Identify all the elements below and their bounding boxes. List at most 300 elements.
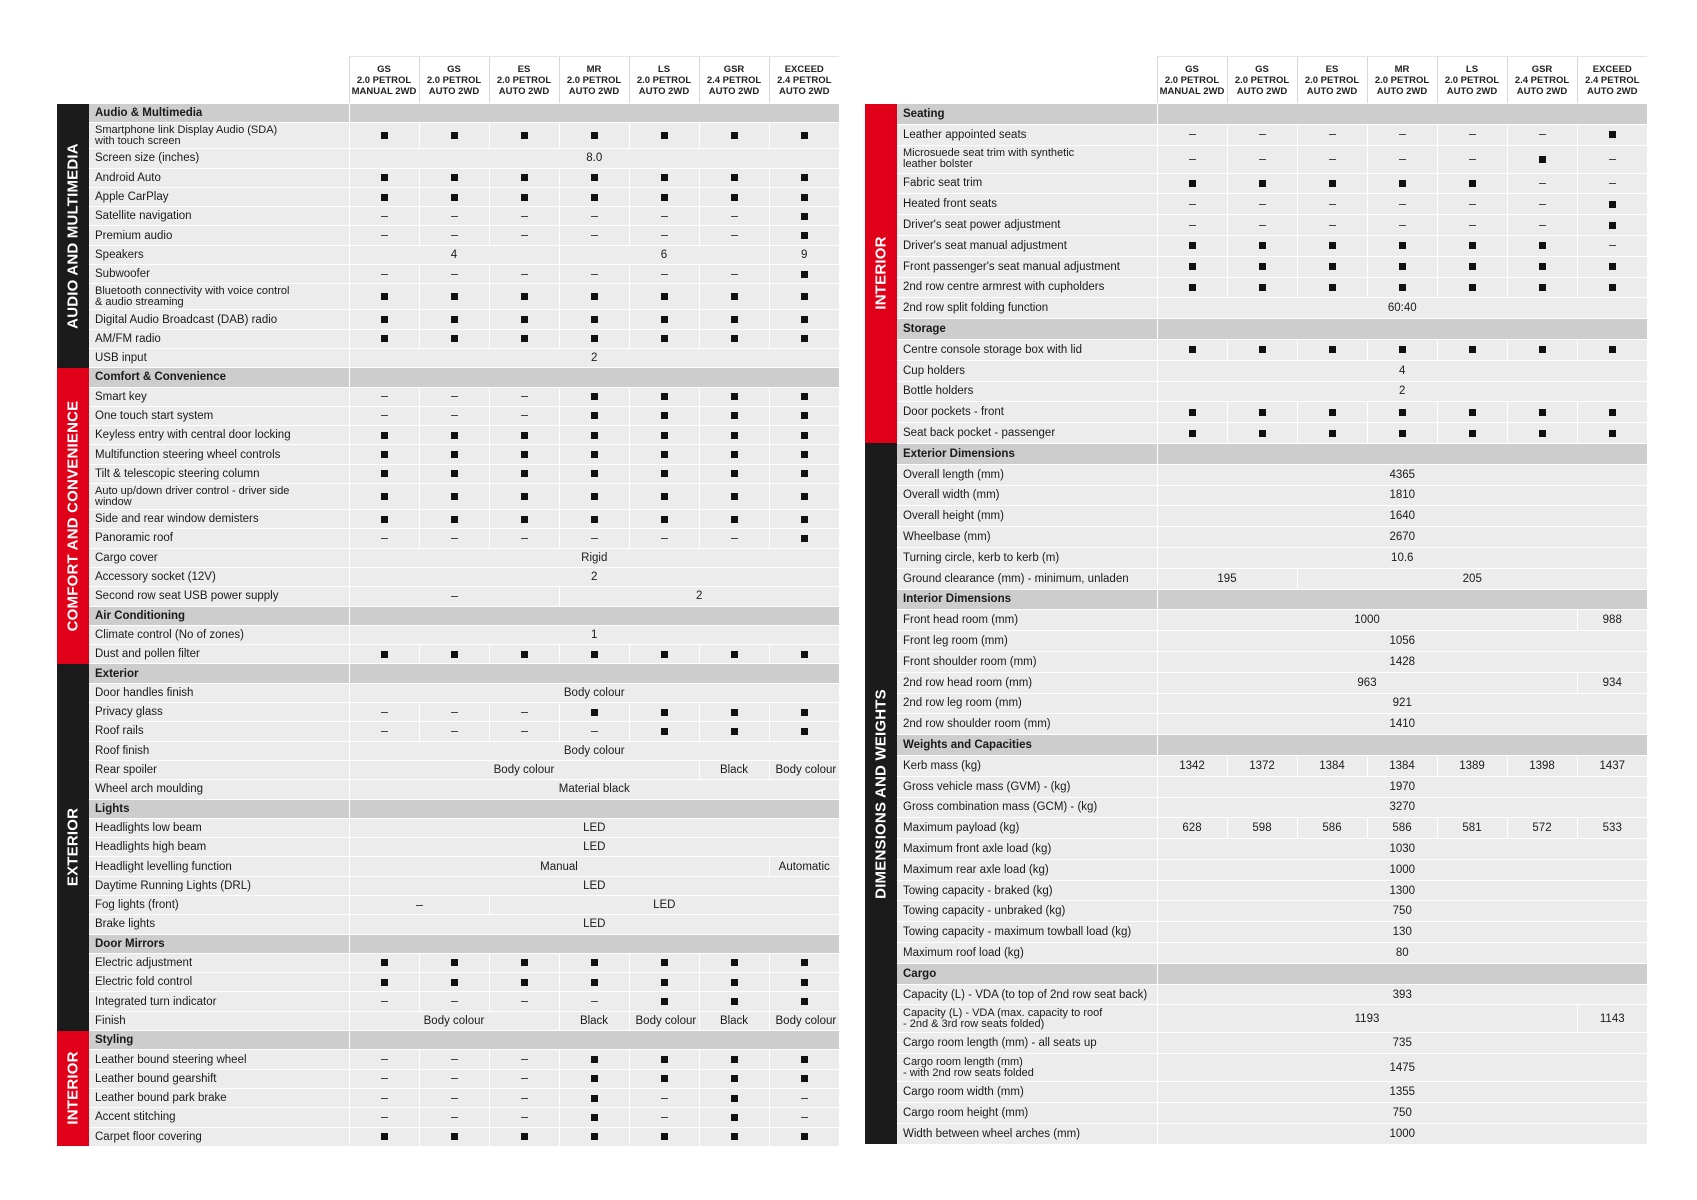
standard-square-icon bbox=[521, 293, 528, 300]
spec-value bbox=[419, 1069, 489, 1088]
not-available-dash-icon bbox=[661, 235, 668, 236]
section-fill bbox=[1157, 319, 1647, 340]
spec-value-text: 1143 bbox=[1599, 1012, 1625, 1025]
standard-square-icon bbox=[451, 516, 458, 523]
spec-value bbox=[489, 265, 559, 284]
not-available-dash-icon bbox=[1189, 225, 1196, 226]
spec-value bbox=[1507, 755, 1577, 776]
grade-header-row bbox=[57, 57, 839, 104]
spec-value-text: Body colour bbox=[563, 686, 625, 699]
spec-label: Privacy glass bbox=[89, 703, 349, 722]
spec-value bbox=[629, 510, 699, 529]
spec-row bbox=[865, 943, 1647, 964]
spec-value bbox=[1577, 755, 1647, 776]
spec-label: 2nd row split folding function bbox=[897, 298, 1157, 319]
grade-header-line: GSR bbox=[1531, 63, 1553, 75]
standard-square-icon bbox=[451, 293, 458, 300]
spec-row bbox=[57, 284, 839, 310]
spec-label: Wheel arch moulding bbox=[89, 780, 349, 799]
grade-header-line: EXCEED bbox=[784, 63, 824, 75]
not-available-dash-icon bbox=[381, 1098, 388, 1099]
spec-value bbox=[349, 973, 419, 992]
spec-value bbox=[1297, 402, 1367, 423]
spec-value bbox=[1507, 145, 1577, 173]
spec-label: Finish bbox=[89, 1011, 349, 1030]
spec-value bbox=[1437, 124, 1507, 145]
spec-row bbox=[57, 838, 839, 857]
section-header-air-conditioning bbox=[57, 606, 839, 625]
section-header-audio-multimedia bbox=[57, 104, 839, 123]
not-available-dash-icon bbox=[451, 1059, 458, 1060]
not-available-dash-icon bbox=[381, 396, 388, 397]
standard-square-icon bbox=[451, 979, 458, 986]
section-fill bbox=[1157, 735, 1647, 756]
not-available-dash-icon bbox=[591, 538, 598, 539]
spec-row bbox=[57, 1108, 839, 1127]
spec-value bbox=[349, 1050, 419, 1069]
grade-header-line: 2.0 PETROL bbox=[1234, 74, 1290, 86]
standard-square-icon bbox=[1259, 430, 1266, 437]
spec-label: Screen size (inches) bbox=[89, 149, 349, 168]
spec-row bbox=[865, 839, 1647, 860]
grade-header-line: AUTO 2WD bbox=[1306, 85, 1358, 97]
spec-value bbox=[1227, 194, 1297, 215]
spec-value-text: LED bbox=[653, 899, 676, 912]
spec-label: Leather bound gearshift bbox=[89, 1069, 349, 1088]
standard-square-icon bbox=[381, 979, 388, 986]
spec-value bbox=[629, 329, 699, 348]
standard-square-icon bbox=[801, 432, 808, 439]
spec-row bbox=[865, 651, 1647, 672]
spec-row bbox=[57, 587, 839, 606]
spec-value-text: Body colour bbox=[775, 1014, 837, 1027]
standard-square-icon bbox=[731, 516, 738, 523]
spec-label: Maximum rear axle load (kg) bbox=[897, 859, 1157, 880]
spec-row bbox=[865, 485, 1647, 506]
not-available-dash-icon bbox=[1189, 134, 1196, 135]
grade-header-line: 2.0 PETROL bbox=[1164, 74, 1220, 86]
spec-value bbox=[489, 1088, 559, 1107]
spec-label: Front shoulder room (mm) bbox=[897, 651, 1157, 672]
spec-label: Cargo room height (mm) bbox=[897, 1103, 1157, 1124]
not-available-dash-icon bbox=[521, 1098, 528, 1099]
spec-label: Front leg room (mm) bbox=[897, 631, 1157, 652]
spec-value bbox=[1367, 277, 1437, 298]
spec-value bbox=[629, 265, 699, 284]
standard-square-icon bbox=[1609, 346, 1616, 353]
not-available-dash-icon bbox=[451, 1117, 458, 1118]
not-available-dash-icon bbox=[451, 1001, 458, 1002]
spec-row bbox=[57, 760, 839, 779]
spec-value bbox=[489, 703, 559, 722]
spec-row bbox=[865, 277, 1647, 298]
spec-value bbox=[769, 760, 839, 779]
standard-square-icon bbox=[451, 132, 458, 139]
standard-square-icon bbox=[381, 493, 388, 500]
not-available-dash-icon bbox=[451, 1098, 458, 1099]
spec-label: Accessory socket (12V) bbox=[89, 567, 349, 586]
spec-value bbox=[769, 329, 839, 348]
spec-value bbox=[559, 992, 629, 1011]
spec-value bbox=[489, 123, 559, 149]
spec-row bbox=[57, 226, 839, 245]
standard-square-icon bbox=[1399, 430, 1406, 437]
spec-value bbox=[419, 123, 489, 149]
standard-square-icon bbox=[591, 470, 598, 477]
spec-row bbox=[865, 922, 1647, 943]
spec-label: Smartphone link Display Audio (SDA) with touch screen bbox=[89, 123, 349, 149]
spec-label: Electric fold control bbox=[89, 973, 349, 992]
spec-value bbox=[349, 1108, 419, 1127]
grade-header-line: GS bbox=[447, 63, 461, 75]
standard-square-icon bbox=[1539, 409, 1546, 416]
standard-square-icon bbox=[1399, 284, 1406, 291]
spec-label: Seat back pocket - passenger bbox=[897, 423, 1157, 444]
spec-value bbox=[1297, 339, 1367, 360]
standard-square-icon bbox=[1609, 263, 1616, 270]
spec-row bbox=[865, 880, 1647, 901]
spec-value bbox=[349, 587, 559, 606]
spec-value bbox=[349, 915, 839, 934]
section-title: Seating bbox=[897, 104, 1157, 125]
standard-square-icon bbox=[591, 1133, 598, 1140]
not-available-dash-icon bbox=[521, 235, 528, 236]
grade-header-line: MANUAL 2WD bbox=[1159, 85, 1225, 97]
spec-value bbox=[559, 1069, 629, 1088]
spec-value bbox=[1437, 818, 1507, 839]
standard-square-icon bbox=[661, 393, 668, 400]
category-tab-dimensions-and-weights bbox=[865, 443, 897, 1144]
standard-square-icon bbox=[451, 316, 458, 323]
spec-value bbox=[349, 1127, 419, 1146]
spec-value bbox=[1367, 194, 1437, 215]
spec-row bbox=[57, 329, 839, 348]
not-available-dash-icon bbox=[1539, 183, 1546, 184]
spec-value bbox=[1577, 818, 1647, 839]
spec-row bbox=[57, 529, 839, 548]
spec-label: Satellite navigation bbox=[89, 207, 349, 226]
spec-row bbox=[57, 445, 839, 464]
spec-value bbox=[419, 226, 489, 245]
spec-value bbox=[1577, 672, 1647, 693]
spec-value bbox=[559, 953, 629, 972]
grade-header-gs-0 bbox=[1157, 57, 1227, 104]
spec-label: Cargo room width (mm) bbox=[897, 1082, 1157, 1103]
not-available-dash-icon bbox=[1329, 225, 1336, 226]
category-tab-audio-and-multimedia bbox=[57, 104, 89, 368]
standard-square-icon bbox=[1189, 242, 1196, 249]
standard-square-icon bbox=[731, 1114, 738, 1121]
spec-value bbox=[1157, 1103, 1647, 1124]
spec-label: Tilt & telescopic steering column bbox=[89, 464, 349, 483]
standard-square-icon bbox=[661, 1056, 668, 1063]
spec-label: Driver's seat manual adjustment bbox=[897, 235, 1157, 256]
spec-value-text: 1384 bbox=[1389, 759, 1415, 772]
spec-value bbox=[349, 426, 419, 445]
spec-value bbox=[349, 1088, 419, 1107]
spec-row bbox=[57, 876, 839, 895]
spec-value bbox=[699, 207, 769, 226]
spec-value bbox=[1157, 693, 1647, 714]
grade-header-line: AUTO 2WD bbox=[1446, 85, 1498, 97]
spec-value bbox=[489, 895, 839, 914]
category-tab-label: DIMENSIONS AND WEIGHTS bbox=[872, 688, 890, 899]
standard-square-icon bbox=[381, 132, 388, 139]
standard-square-icon bbox=[591, 132, 598, 139]
spec-value-text: Manual bbox=[540, 860, 578, 873]
spec-value-text: 1970 bbox=[1389, 780, 1416, 793]
spec-value bbox=[769, 245, 839, 264]
spec-value-text: 60:40 bbox=[1387, 302, 1417, 315]
spec-value bbox=[699, 1108, 769, 1127]
standard-square-icon bbox=[661, 470, 668, 477]
spec-row bbox=[865, 1123, 1647, 1144]
standard-square-icon bbox=[521, 1133, 528, 1140]
spec-value bbox=[1227, 256, 1297, 277]
section-title: Audio & Multimedia bbox=[89, 104, 349, 123]
spec-value bbox=[1157, 859, 1647, 880]
spec-label: 2nd row leg room (mm) bbox=[897, 693, 1157, 714]
standard-square-icon bbox=[1469, 346, 1476, 353]
spec-value bbox=[1297, 818, 1367, 839]
spec-value-text: Automatic bbox=[778, 860, 830, 873]
spec-value-text: 1056 bbox=[1389, 635, 1416, 648]
section-fill bbox=[349, 606, 839, 625]
spec-value bbox=[1437, 755, 1507, 776]
spec-row bbox=[865, 298, 1647, 319]
standard-square-icon bbox=[381, 959, 388, 966]
spec-value-text: 934 bbox=[1602, 676, 1622, 689]
section-header-interior-dimensions bbox=[865, 589, 1647, 610]
spec-value bbox=[1157, 339, 1227, 360]
standard-square-icon bbox=[381, 174, 388, 181]
spec-row bbox=[57, 722, 839, 741]
not-available-dash-icon bbox=[591, 1001, 598, 1002]
spec-label: 2nd row head room (mm) bbox=[897, 672, 1157, 693]
spec-label: Leather appointed seats bbox=[897, 124, 1157, 145]
section-title: Exterior bbox=[89, 664, 349, 683]
spec-value bbox=[1157, 173, 1227, 194]
standard-square-icon bbox=[1469, 284, 1476, 291]
spec-row bbox=[57, 683, 839, 702]
category-tab-label: INTERIOR bbox=[64, 1051, 82, 1126]
spec-value bbox=[1157, 256, 1227, 277]
spec-value-text: 4365 bbox=[1389, 468, 1416, 481]
spec-value bbox=[349, 876, 839, 895]
grade-header-line: AUTO 2WD bbox=[779, 85, 830, 97]
spec-value bbox=[1227, 755, 1297, 776]
spec-label: Door pockets - front bbox=[897, 402, 1157, 423]
spec-label: Cargo room length (mm) - all seats up bbox=[897, 1033, 1157, 1054]
spec-value bbox=[699, 426, 769, 445]
spec-value bbox=[1437, 173, 1507, 194]
spec-value bbox=[1157, 547, 1647, 568]
standard-square-icon bbox=[801, 194, 808, 201]
spec-value bbox=[349, 741, 839, 760]
standard-square-icon bbox=[661, 412, 668, 419]
spec-value bbox=[419, 953, 489, 972]
spec-value-text: LED bbox=[583, 918, 606, 931]
spec-value bbox=[489, 1108, 559, 1127]
not-available-dash-icon bbox=[521, 396, 528, 397]
spec-value-text: 3270 bbox=[1389, 801, 1416, 814]
standard-square-icon bbox=[1329, 430, 1336, 437]
spec-value bbox=[559, 722, 629, 741]
spec-value bbox=[489, 953, 559, 972]
section-title: Exterior Dimensions bbox=[897, 443, 1157, 464]
standard-square-icon bbox=[1259, 180, 1266, 187]
spec-value bbox=[559, 1127, 629, 1146]
spec-value bbox=[419, 645, 489, 664]
spec-value bbox=[349, 329, 419, 348]
standard-square-icon bbox=[1399, 242, 1406, 249]
spec-value-text: 9 bbox=[801, 248, 808, 261]
standard-square-icon bbox=[801, 335, 808, 342]
standard-square-icon bbox=[1189, 263, 1196, 270]
not-available-dash-icon bbox=[1399, 159, 1406, 160]
standard-square-icon bbox=[661, 194, 668, 201]
spec-label: Daytime Running Lights (DRL) bbox=[89, 876, 349, 895]
spec-value bbox=[769, 207, 839, 226]
spec-label: Centre console storage box with lid bbox=[897, 339, 1157, 360]
spec-value bbox=[699, 1011, 769, 1030]
grade-header-line: 2.4 PETROL bbox=[777, 74, 832, 86]
spec-value bbox=[419, 284, 489, 310]
not-available-dash-icon bbox=[451, 216, 458, 217]
section-fill bbox=[1157, 104, 1647, 125]
grade-header-mr-3 bbox=[559, 57, 629, 104]
spec-label: Gross vehicle mass (GVM) - (kg) bbox=[897, 776, 1157, 797]
grade-header-line: AUTO 2WD bbox=[498, 85, 550, 97]
standard-square-icon bbox=[1609, 201, 1616, 208]
grade-header-line: MR bbox=[586, 63, 602, 75]
spec-value-text: 572 bbox=[1532, 822, 1552, 835]
not-available-dash-icon bbox=[381, 274, 388, 275]
spec-row bbox=[865, 235, 1647, 256]
standard-square-icon bbox=[731, 1133, 738, 1140]
spec-value bbox=[559, 187, 629, 206]
spec-value-text: 1300 bbox=[1389, 884, 1416, 897]
spec-label: Door handles finish bbox=[89, 683, 349, 702]
grade-header-line: 2.0 PETROL bbox=[426, 74, 482, 86]
standard-square-icon bbox=[381, 451, 388, 458]
spec-row bbox=[865, 568, 1647, 589]
section-title: Storage bbox=[897, 319, 1157, 340]
standard-square-icon bbox=[731, 959, 738, 966]
spec-value bbox=[769, 226, 839, 245]
spec-value bbox=[699, 703, 769, 722]
spec-value bbox=[489, 992, 559, 1011]
section-header-weights-and-capacities bbox=[865, 735, 1647, 756]
spec-value bbox=[769, 1127, 839, 1146]
standard-square-icon bbox=[521, 316, 528, 323]
grade-header-line: AUTO 2WD bbox=[638, 85, 690, 97]
spec-value bbox=[1297, 568, 1647, 589]
spec-value bbox=[1367, 818, 1437, 839]
standard-square-icon bbox=[661, 174, 668, 181]
spec-value-text: 1000 bbox=[1354, 614, 1380, 627]
spec-label: Headlights high beam bbox=[89, 838, 349, 857]
spec-row bbox=[865, 381, 1647, 402]
spec-value bbox=[349, 838, 839, 857]
not-available-dash-icon bbox=[381, 712, 388, 713]
not-available-dash-icon bbox=[451, 712, 458, 713]
spec-row bbox=[865, 984, 1647, 1005]
spec-value bbox=[559, 168, 629, 187]
spec-value bbox=[1297, 423, 1367, 444]
standard-square-icon bbox=[801, 493, 808, 500]
spec-value bbox=[349, 484, 419, 510]
spec-value bbox=[1507, 277, 1577, 298]
spec-label: Keyless entry with central door locking bbox=[89, 426, 349, 445]
spec-label: AM/FM radio bbox=[89, 329, 349, 348]
standard-square-icon bbox=[731, 174, 738, 181]
spec-row bbox=[865, 360, 1647, 381]
spec-value bbox=[489, 387, 559, 406]
standard-square-icon bbox=[451, 451, 458, 458]
standard-square-icon bbox=[381, 293, 388, 300]
standard-square-icon bbox=[1609, 284, 1616, 291]
spec-value bbox=[629, 123, 699, 149]
spec-value bbox=[1297, 194, 1367, 215]
grade-header-line: 2.0 PETROL bbox=[636, 74, 692, 86]
spec-value bbox=[699, 1050, 769, 1069]
standard-square-icon bbox=[801, 709, 808, 716]
spec-value bbox=[349, 284, 419, 310]
grade-header-ls-4 bbox=[629, 57, 699, 104]
spec-label: Dust and pollen filter bbox=[89, 645, 349, 664]
standard-square-icon bbox=[661, 335, 668, 342]
spec-label: Maximum roof load (kg) bbox=[897, 943, 1157, 964]
spec-value bbox=[1157, 631, 1647, 652]
spec-value bbox=[559, 1011, 629, 1030]
standard-square-icon bbox=[801, 412, 808, 419]
not-available-dash-icon bbox=[591, 731, 598, 732]
not-available-dash-icon bbox=[801, 1098, 808, 1099]
spec-label: Integrated turn indicator bbox=[89, 992, 349, 1011]
spec-value bbox=[559, 645, 629, 664]
not-available-dash-icon bbox=[521, 538, 528, 539]
spec-value bbox=[629, 406, 699, 425]
section-fill bbox=[349, 104, 839, 123]
section-fill bbox=[1157, 589, 1647, 610]
standard-square-icon bbox=[591, 959, 598, 966]
spec-value bbox=[1577, 423, 1647, 444]
spec-value-text: 1428 bbox=[1389, 655, 1416, 668]
spec-value bbox=[629, 484, 699, 510]
spec-value bbox=[349, 510, 419, 529]
spec-label: Towing capacity - maximum towball load (kg) bbox=[897, 922, 1157, 943]
standard-square-icon bbox=[801, 132, 808, 139]
spec-value bbox=[1227, 173, 1297, 194]
spec-row bbox=[57, 149, 839, 168]
spec-value bbox=[699, 973, 769, 992]
spec-label: Panoramic roof bbox=[89, 529, 349, 548]
spec-label: USB input bbox=[89, 348, 349, 367]
spec-value bbox=[1297, 145, 1367, 173]
spec-value bbox=[1507, 423, 1577, 444]
spec-value bbox=[349, 625, 839, 644]
not-available-dash-icon bbox=[521, 1078, 528, 1079]
spec-value-text: 1810 bbox=[1389, 489, 1416, 502]
spec-row bbox=[865, 256, 1647, 277]
section-title: Comfort & Convenience bbox=[89, 368, 349, 387]
standard-square-icon bbox=[381, 194, 388, 201]
spec-row bbox=[57, 187, 839, 206]
standard-square-icon bbox=[1259, 284, 1266, 291]
standard-square-icon bbox=[801, 998, 808, 1005]
not-available-dash-icon bbox=[381, 216, 388, 217]
